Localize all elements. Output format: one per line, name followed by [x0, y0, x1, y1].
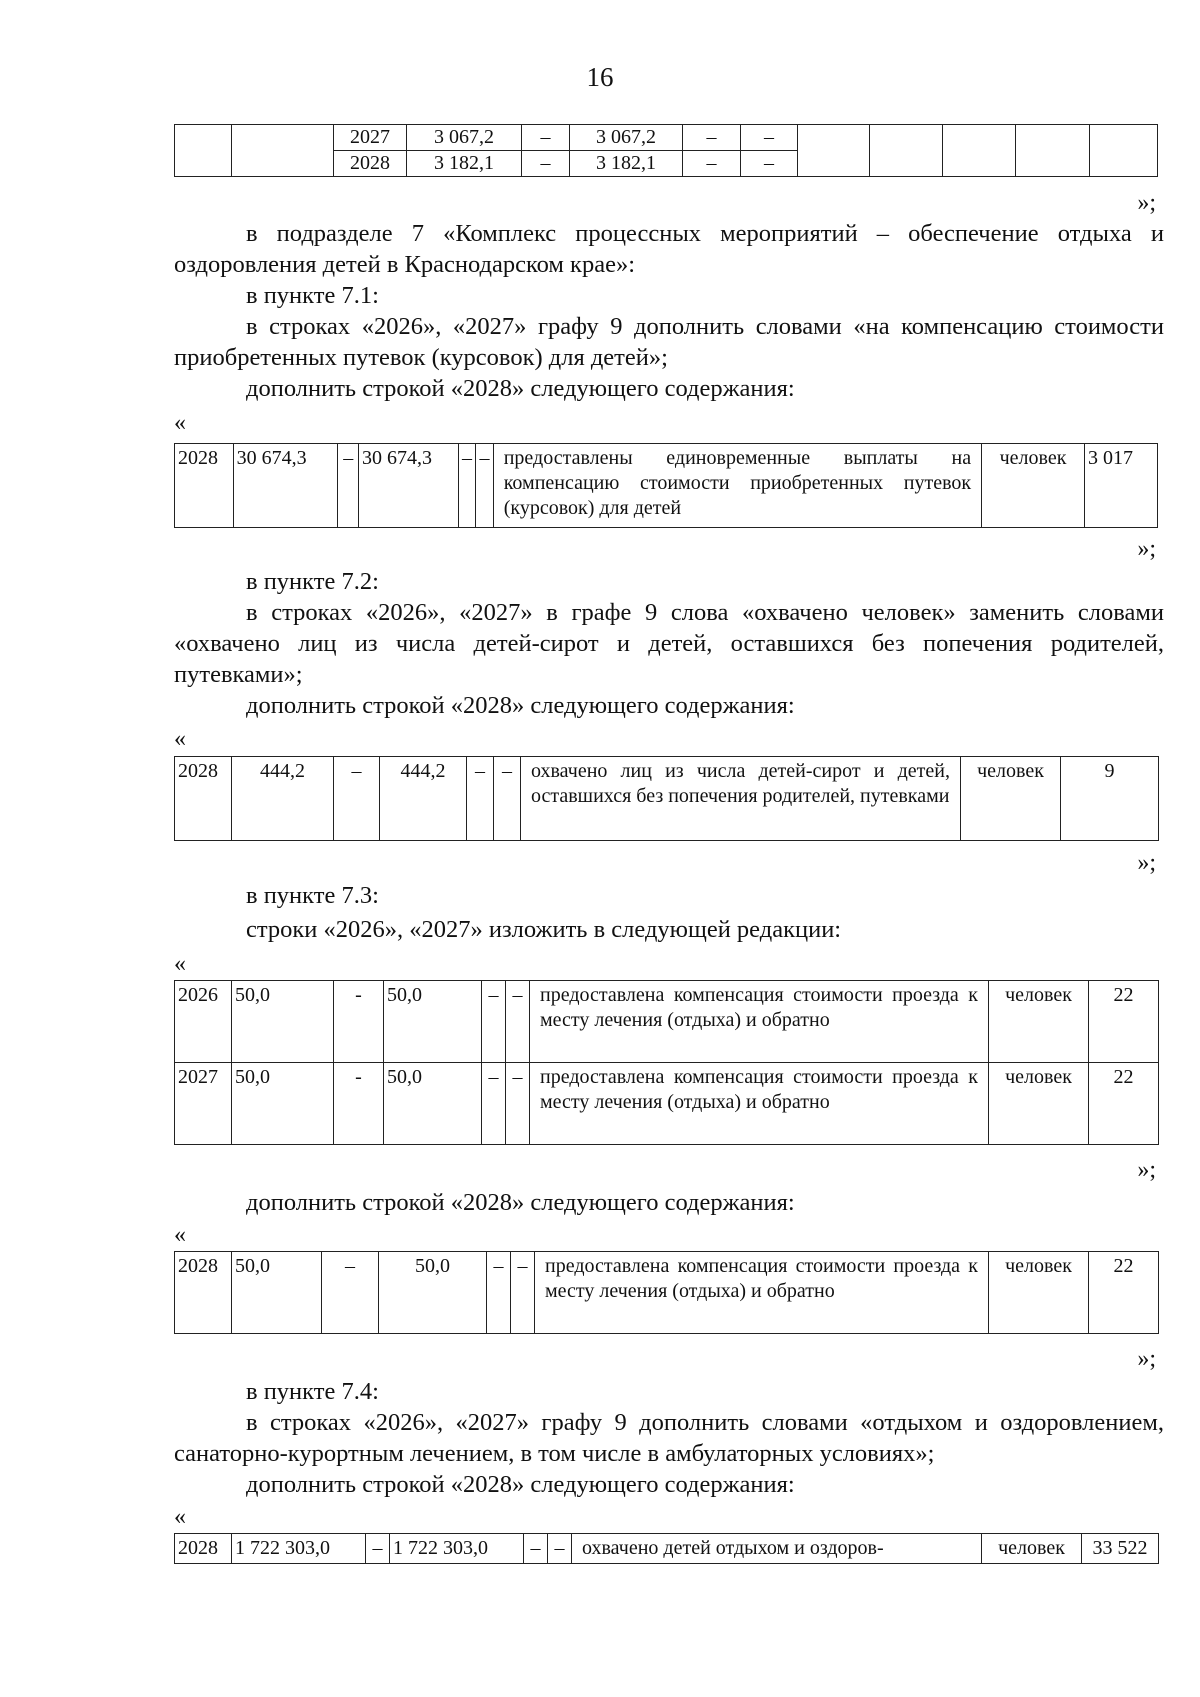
value-cell: 22: [1089, 1063, 1159, 1145]
dash-cell: –: [741, 151, 798, 177]
amount-cell: 50,0: [384, 981, 482, 1063]
closing-quote: »;: [1137, 536, 1156, 562]
p71-heading: в пункте 7.1:: [246, 282, 379, 309]
value-cell: 22: [1089, 981, 1159, 1063]
p72-add-row: дополнить строкой «2028» следующего содержания:: [246, 692, 795, 719]
dash-cell: –: [482, 1063, 506, 1145]
dash-cell: –: [522, 151, 570, 177]
year-cell: 2028: [175, 1252, 232, 1334]
opening-quote: «: [174, 951, 186, 977]
total-cell: 1 722 303,0: [232, 1534, 366, 1564]
description-cell: охвачено лиц из числа детей-сирот и детей, оставшихся без попечения родителей, путевками: [521, 757, 961, 841]
p74-row-table: [174, 1533, 1159, 1564]
p72-heading: в пункте 7.2:: [246, 568, 379, 595]
amount-cell: 30 674,3: [359, 444, 459, 528]
amount-cell: 444,2: [380, 757, 467, 841]
description-cell: предоставлена компенсация стоимости проезда к месту лечения (отдыха) и обратно: [530, 1063, 989, 1145]
table-row: [175, 1534, 1159, 1564]
dash-cell: -: [334, 981, 384, 1063]
p72-row-table: [174, 756, 1159, 841]
dash-cell: –: [366, 1534, 390, 1564]
unit-cell: человек: [982, 444, 1085, 528]
dash-cell: –: [476, 444, 493, 528]
p71-add-row: дополнить строкой «2028» следующего содержания:: [246, 375, 795, 402]
dash-cell: –: [494, 757, 521, 841]
p72-text: в строках «2026», «2027» в графе 9 слова «охвачено человек» заменить словами «охвачено лиц из числа детей-сирот и детей, оставшихся без попечения родителей, путевками»;: [174, 599, 1164, 688]
unit-cell: человек: [982, 1534, 1082, 1564]
year-cell: 2027: [175, 1063, 232, 1145]
table-row: [175, 1063, 1159, 1145]
dash-cell: –: [482, 981, 506, 1063]
dash-cell: –: [506, 1063, 530, 1145]
p74-heading: в пункте 7.4:: [246, 1378, 379, 1405]
table-row: [175, 981, 1159, 1063]
dash-cell: –: [683, 125, 741, 151]
dash-cell: –: [506, 981, 530, 1063]
unit-cell: человек: [989, 1252, 1089, 1334]
dash-cell: –: [522, 125, 570, 151]
table-row: [175, 757, 1159, 841]
p71-row-table: [174, 443, 1158, 528]
dash-cell: –: [524, 1534, 548, 1564]
p73-text: строки «2026», «2027» изложить в следующей редакции:: [246, 916, 842, 943]
value-cell: 9: [1061, 757, 1159, 841]
value-cell: 33 522: [1082, 1534, 1159, 1564]
dash-cell: –: [511, 1252, 535, 1334]
description-cell: охвачено детей отдыхом и оздоров-: [572, 1534, 982, 1564]
closing-quote: »;: [1137, 1346, 1156, 1372]
total-cell: 50,0: [232, 1252, 322, 1334]
value-cell: 3 017: [1084, 444, 1157, 528]
dash-cell: –: [338, 444, 359, 528]
dash-cell: -: [334, 1063, 384, 1145]
p71-text: в строках «2026», «2027» графу 9 дополнить словами «на компенсацию стоимости приобретенных путевок (курсовок) для детей»;: [174, 313, 1164, 371]
unit-cell: человек: [989, 981, 1089, 1063]
table-row: [175, 444, 1158, 528]
table-row: [175, 1252, 1159, 1334]
dash-cell: –: [334, 757, 380, 841]
section7-intro: в подразделе 7 «Комплекс процессных мероприятий – обеспечение отдыха и оздоровления детей в Краснодарском крае»:: [174, 220, 1164, 278]
unit-cell: человек: [961, 757, 1061, 841]
amount-cell: 50,0: [384, 1063, 482, 1145]
table-row: [175, 125, 1158, 151]
dash-cell: –: [458, 444, 475, 528]
total-cell: 444,2: [232, 757, 334, 841]
p73-add-row: дополнить строкой «2028» следующего содержания:: [246, 1189, 795, 1216]
year-cell: 2028: [334, 151, 407, 177]
year-cell: 2028: [175, 757, 232, 841]
closing-quote: »;: [1137, 850, 1156, 876]
description-cell: предоставлена компенсация стоимости проезда к месту лечения (отдыха) и обратно: [535, 1252, 989, 1334]
opening-quote: «: [174, 1222, 186, 1248]
year-cell: 2027: [334, 125, 407, 151]
p74-add-row: дополнить строкой «2028» следующего содержания:: [246, 1471, 795, 1498]
amount-cell: 1 722 303,0: [390, 1534, 524, 1564]
year-cell: 2028: [175, 1534, 232, 1564]
page-number: 16: [586, 62, 614, 92]
closing-quote: »;: [1137, 190, 1156, 216]
total-cell: 50,0: [232, 1063, 334, 1145]
total-cell: 50,0: [232, 981, 334, 1063]
p73-heading: в пункте 7.3:: [246, 882, 379, 909]
dash-cell: –: [487, 1252, 511, 1334]
amount-cell: 3 182,1: [570, 151, 683, 177]
p73-rows-table: [174, 980, 1159, 1145]
description-cell: предоставлена компенсация стоимости проезда к месту лечения (отдыха) и обратно: [530, 981, 989, 1063]
description-cell: предоставлены единовременные выплаты на компенсацию стоимости приобретенных путевок (курсовок) для детей: [493, 444, 981, 528]
dash-cell: –: [683, 151, 741, 177]
unit-cell: человек: [989, 1063, 1089, 1145]
value-cell: 22: [1089, 1252, 1159, 1334]
dash-cell: –: [467, 757, 494, 841]
p73-row-table: [174, 1251, 1159, 1334]
amount-cell: 50,0: [379, 1252, 487, 1334]
amount-cell: 3 067,2: [570, 125, 683, 151]
dash-cell: –: [548, 1534, 572, 1564]
opening-quote: «: [174, 1504, 186, 1530]
opening-quote: «: [174, 726, 186, 752]
dash-cell: –: [741, 125, 798, 151]
closing-quote: »;: [1137, 1157, 1156, 1183]
year-cell: 2028: [175, 444, 234, 528]
opening-quote: «: [174, 410, 186, 436]
year-cell: 2026: [175, 981, 232, 1063]
top-continuation-table: [174, 124, 1158, 177]
dash-cell: –: [322, 1252, 379, 1334]
p74-text: в строках «2026», «2027» графу 9 дополнить словами «отдыхом и оздоровлением, санаторно-курортным лечением, в том числе в амбулаторных условиях»;: [174, 1409, 1164, 1467]
total-cell: 3 182,1: [407, 151, 522, 177]
total-cell: 3 067,2: [407, 125, 522, 151]
total-cell: 30 674,3: [233, 444, 338, 528]
